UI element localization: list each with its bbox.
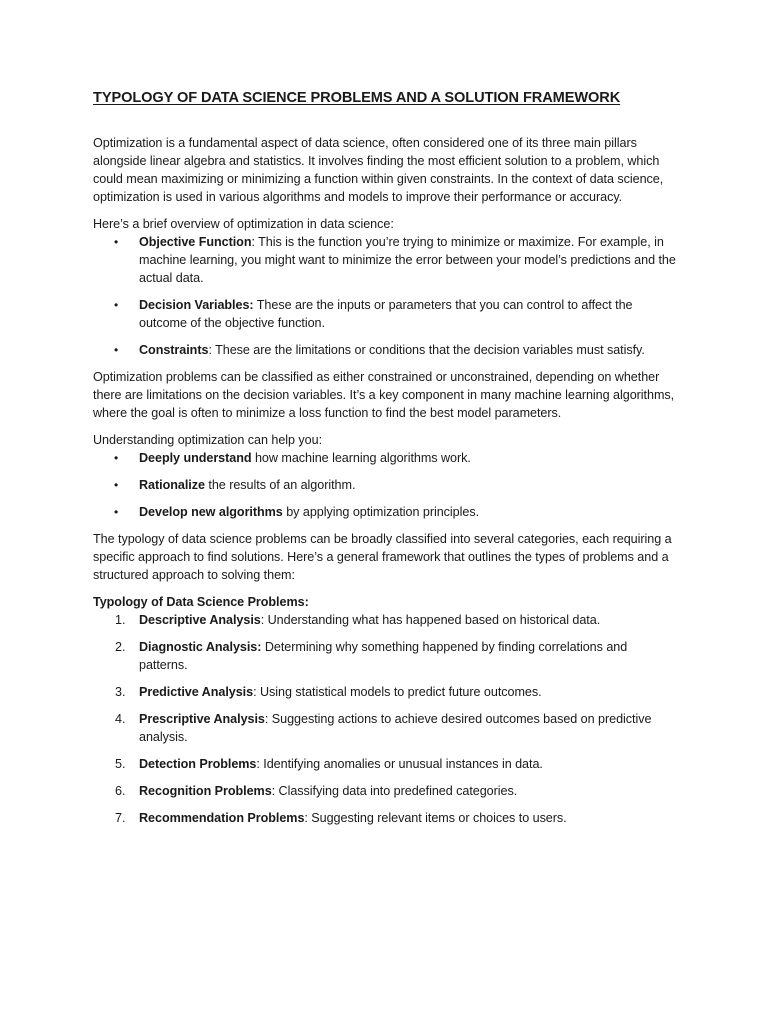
list-item — [93, 449, 678, 467]
bullet-icon: • — [114, 451, 119, 465]
document-page — [93, 88, 678, 827]
list-item-term: Prescriptive Analysis — [139, 712, 265, 726]
intro-paragraph: Optimization is a fundamental aspect of data science, often considered one of its three main pillars alongside linear algebra and statistics. It involves finding the most efficient solution to a problem, which could mean maximizing or minimizing a function within given constraints. In the context of data science, optimization is used in various algorithms and models to improve their performance or accuracy. — [93, 136, 664, 204]
list-item-text: the results of an algorithm. — [204, 478, 356, 492]
typology-heading-text: Typology of Data Science Problems: — [93, 595, 309, 609]
list-item-text: : Using statistical models to predict future outcomes. — [253, 685, 542, 699]
list-item-text: Determining why something happened by finding correlations and patterns. — [139, 640, 628, 672]
list-number: 7. — [115, 811, 126, 825]
list-item — [93, 233, 678, 287]
bullet-icon: • — [114, 343, 119, 357]
list-item-term: Detection Problems — [139, 757, 257, 771]
list-item-text: : These are the limitations or conditions that the decision variables must satisfy. — [208, 343, 645, 357]
list-item-text: : Suggesting relevant items or choices to users. — [304, 811, 567, 825]
list-item-term: Recommendation Problems — [139, 811, 305, 825]
list-item-term: Descriptive Analysis — [139, 613, 261, 627]
list-number: 2. — [115, 640, 126, 654]
list-item — [93, 503, 678, 521]
understanding-lead: Understanding optimization can help you: — [93, 433, 323, 447]
overview-lead: Here’s a brief overview of optimization in data science: — [93, 217, 394, 231]
bullet-icon: • — [114, 298, 119, 312]
list-item-text: : This is the function you’re trying to minimize or maximize. For example, in machine learning, you might want to minimize the error between your model’s predictions and the actual data. — [139, 235, 676, 285]
list-item-text: : Suggesting actions to achieve desired outcomes based on predictive analysis. — [139, 712, 652, 744]
list-item — [93, 683, 678, 701]
list-item — [93, 710, 678, 746]
typology-paragraph: The typology of data science problems can be broadly classified into several categories, each requiring a specific approach to find solutions. Here’s a general framework that outlines the types of problems and a structured approach to solving them: — [93, 532, 672, 582]
list-item-text: how machine learning algorithms work. — [251, 451, 471, 465]
typology-list — [93, 611, 678, 827]
list-item-term: Decision Variables: — [139, 298, 254, 312]
list-item-term: Develop new algorithms — [139, 505, 283, 519]
understanding-list — [93, 449, 678, 521]
list-item-text: : Understanding what has happened based on historical data. — [260, 613, 601, 627]
overview-list — [93, 233, 678, 359]
list-item — [93, 611, 678, 629]
list-item — [93, 755, 678, 773]
list-item-term: Objective Function — [139, 235, 252, 249]
typology-heading — [93, 593, 678, 611]
list-item — [93, 341, 678, 359]
list-item — [93, 476, 678, 494]
list-item-term: Rationalize — [139, 478, 205, 492]
bullet-icon: • — [114, 235, 119, 249]
list-number: 3. — [115, 685, 126, 699]
list-item — [93, 809, 678, 827]
bullet-icon: • — [114, 505, 119, 519]
list-item-text: : Identifying anomalies or unusual instances in data. — [256, 757, 543, 771]
list-item-text: by applying optimization principles. — [282, 505, 480, 519]
bullet-icon: • — [114, 478, 119, 492]
list-item-term: Constraints — [139, 343, 209, 357]
list-item — [93, 296, 678, 332]
list-item-text: These are the inputs or parameters that you can control to affect the outcome of the objective function. — [139, 298, 633, 330]
list-item-term: Deeply understand — [139, 451, 252, 465]
list-number: 1. — [115, 613, 126, 627]
list-item-text: : Classifying data into predefined categories. — [271, 784, 518, 798]
list-item-term: Diagnostic Analysis: — [139, 640, 262, 654]
list-number: 4. — [115, 712, 126, 726]
list-item-term: Predictive Analysis — [139, 685, 254, 699]
classification-paragraph: Optimization problems can be classified as either constrained or unconstrained, depending on whether there are limitations on the decision variables. It’s a key component in many machine learning algorithms, where the goal is often to minimize a loss function to find the best model parameters. — [93, 370, 675, 420]
list-item — [93, 638, 678, 674]
list-item — [93, 782, 678, 800]
list-number: 6. — [115, 784, 126, 798]
list-number: 5. — [115, 757, 126, 771]
list-item-term: Recognition Problems — [139, 784, 272, 798]
document-title: TYPOLOGY OF DATA SCIENCE PROBLEMS AND A SOLUTION FRAMEWORK — [93, 90, 621, 106]
